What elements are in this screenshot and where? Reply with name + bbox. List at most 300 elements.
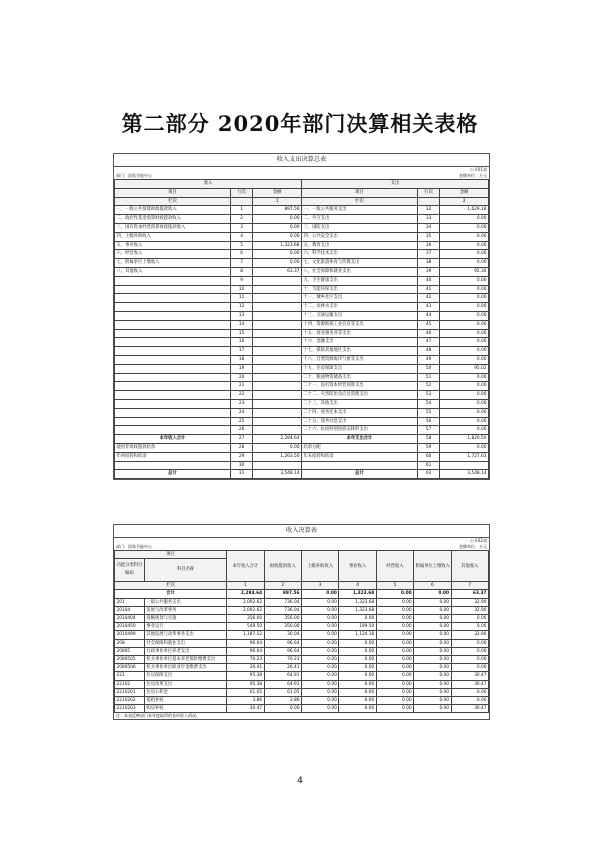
income-item: 七、附属单位上缴收入 (115, 259, 231, 268)
expense-item: 二十一、国有资本经营预算支出 (301, 382, 417, 391)
expense-row-no: 42 (417, 294, 439, 303)
table-row (115, 215, 489, 224)
table-row (115, 631, 489, 639)
blank-cell (230, 197, 252, 206)
subject-name: 其他发展与改革事务支出 (144, 631, 226, 639)
table-row (115, 347, 489, 356)
total-value: 0.00 (414, 590, 451, 598)
expense-row-no: 55 (417, 408, 439, 417)
expense-row-no: 36 (417, 241, 439, 250)
income-row-no: 19 (230, 364, 252, 373)
col-row: 行次 (230, 188, 252, 197)
expense-item: 二十五、债务付息支出 (301, 417, 417, 426)
subject-code: 2080505 (115, 656, 145, 664)
amount-cell: 0.00 (414, 697, 451, 705)
income-row-no: 13 (230, 311, 252, 320)
col-amount: 金额 (440, 188, 489, 197)
total-expense-row-no: 58 (417, 435, 439, 444)
income-item: 六、经营收入 (115, 250, 231, 259)
expense-amount: 0.00 (440, 417, 489, 426)
expense-amount (440, 461, 489, 470)
expense-amount: 0.00 (440, 320, 489, 329)
amount-cell: 549.50 (227, 623, 264, 631)
income-item (115, 311, 231, 320)
income-amount (253, 320, 302, 329)
total-value: 0.00 (376, 590, 413, 598)
subject-code: 2080506 (115, 664, 145, 672)
income-amount (253, 426, 302, 435)
expense-amount: 0.00 (440, 382, 489, 391)
table2-project-row (115, 551, 489, 559)
amount-cell: 0.00 (301, 647, 338, 655)
table-row (115, 647, 489, 655)
lanci-label: 栏次 (301, 197, 417, 206)
amount-cell: 0.00 (414, 647, 451, 655)
lanci-label: 栏次 (115, 582, 227, 590)
amount-cell: 0.00 (376, 606, 413, 614)
expense-item: 四、公共安全支出 (301, 232, 417, 241)
expense-row-no: 32 (417, 206, 439, 215)
table-row (115, 382, 489, 391)
expense-row-no: 57 (417, 426, 439, 435)
income-amount: 0.00 (253, 223, 302, 232)
amount-cell: 0.00 (451, 615, 488, 623)
table-row (115, 399, 489, 408)
table-row (115, 329, 489, 338)
subject-code: 2210201 (115, 688, 145, 696)
subject-name: 一般公共服务支出 (144, 598, 226, 606)
income-row-no: 1 (230, 206, 252, 215)
amount-cell: 0.00 (339, 639, 376, 647)
income-item: 四、上级补助收入 (115, 232, 231, 241)
amount-cell: 0.00 (451, 647, 488, 655)
table1-total-row (115, 435, 489, 444)
table-row (115, 672, 489, 680)
subject-code: 2210203 (115, 705, 145, 713)
income-item (115, 347, 231, 356)
income-header: 收入 (115, 180, 302, 189)
grand-income-amount: 3,548.14 (253, 470, 302, 479)
table2-note: 注：本表反映部门本年度取得的各项收入情况。 (116, 713, 200, 719)
expense-amount: 0.00 (440, 259, 489, 268)
subject-code: 221 (115, 672, 145, 680)
amount-cell: 3.86 (264, 697, 301, 705)
amount-cell: 96.64 (264, 647, 301, 655)
amount-cell: 0.00 (414, 664, 451, 672)
table-row (115, 426, 489, 435)
subject-code: 22102 (115, 680, 145, 688)
expense-amount: 0.00 (440, 399, 489, 408)
expense-row-no: 35 (417, 232, 439, 241)
amount-cell: 0.00 (451, 639, 488, 647)
table1-column-header (115, 188, 489, 197)
table2-form-code: 公开02表 (469, 538, 487, 543)
amount-cell: 0.00 (414, 705, 451, 713)
expense-amount: 1,727.63 (440, 452, 489, 461)
expense-amount: 0.00 (440, 276, 489, 285)
amount-cell: 0.00 (301, 688, 338, 696)
amount-cell: 1,124.18 (339, 631, 376, 639)
total-value: 0.00 (301, 590, 338, 598)
col-amount: 金额 (253, 188, 302, 197)
expense-item: 十六、金融支出 (301, 338, 417, 347)
subject-code: 2210202 (115, 697, 145, 705)
table-row (115, 276, 489, 285)
subject-code: 20805 (115, 647, 145, 655)
amount-cell: 32.90 (451, 631, 488, 639)
expense-item (301, 461, 417, 470)
income-amount (253, 461, 302, 470)
amount-cell: 0.00 (339, 664, 376, 672)
amount-cell: 0.00 (301, 656, 338, 664)
subject-code: 201 (115, 598, 145, 606)
table1-grand-total-row (115, 470, 489, 479)
income-amount: 1,323.68 (253, 241, 302, 250)
amount-cell: 96.64 (264, 639, 301, 647)
col-item: 项目 (301, 188, 417, 197)
col-name: 科目名称 (144, 559, 226, 582)
income-row-no: 11 (230, 294, 252, 303)
table2-title: 收入决算表 (114, 525, 489, 538)
table-row (115, 408, 489, 417)
expense-amount: 0.00 (440, 250, 489, 259)
income-amount (253, 382, 302, 391)
amount-cell: 30.04 (264, 631, 301, 639)
income-row-no: 20 (230, 373, 252, 382)
expense-row-no: 44 (417, 311, 439, 320)
income-amount (253, 417, 302, 426)
amount-cell: 0.00 (451, 656, 488, 664)
amount-cell: 70.23 (227, 656, 264, 664)
income-amount (253, 294, 302, 303)
expense-item: 八、社会保障和就业支出 (301, 267, 417, 276)
col-other-income: 其他收入 (451, 551, 488, 582)
income-amount: 0.00 (253, 443, 302, 452)
expense-item: 十二、农林水支出 (301, 303, 417, 312)
expense-item: 二十四、债务还本支出 (301, 408, 417, 417)
amount-cell: 356.00 (227, 615, 264, 623)
amount-cell: 0.00 (414, 598, 451, 606)
income-item (115, 320, 231, 329)
amount-cell: 0.00 (301, 631, 338, 639)
table-row (115, 338, 489, 347)
income-amount (253, 364, 302, 373)
expense-item: 十三、交通运输支出 (301, 311, 417, 320)
amount-cell: 0.00 (376, 664, 413, 672)
table-row (115, 697, 489, 705)
expense-amount: 0.00 (440, 338, 489, 347)
amount-cell: 70.23 (264, 656, 301, 664)
income-row-no: 8 (230, 267, 252, 276)
amount-cell: 199.50 (339, 623, 376, 631)
amount-cell: 0.00 (301, 615, 338, 623)
amount-cell: 0.00 (414, 631, 451, 639)
amount-cell: 30.47 (227, 705, 264, 713)
amount-cell: 0.00 (301, 672, 338, 680)
expense-amount: 0.00 (440, 223, 489, 232)
income-row-no: 10 (230, 285, 252, 294)
expense-item: 结余分配 (301, 443, 417, 452)
subject-code: 208 (115, 639, 145, 647)
amount-cell: 26.41 (264, 664, 301, 672)
subject-code: 20104 (115, 606, 145, 614)
expense-amount: 0.00 (440, 347, 489, 356)
income-item (115, 426, 231, 435)
income-item: 二、政府性基金预算财政拨款收入 (115, 215, 231, 224)
table-row (115, 241, 489, 250)
expense-row-no: 54 (417, 399, 439, 408)
amount-cell: 0.00 (301, 598, 338, 606)
expense-amount: 0.00 (440, 285, 489, 294)
subject-name: 社会保障和就业支出 (144, 639, 226, 647)
lanci-number: 1 (253, 197, 302, 206)
expense-item: 十四、资源勘探工业信息等支出 (301, 320, 417, 329)
income-amount (253, 338, 302, 347)
income-amount (253, 303, 302, 312)
table2-dept: 部门：国家节能中心 (116, 544, 152, 549)
income-amount: 897.56 (253, 206, 302, 215)
page-heading: 第二部分 2020年部门决算相关表格 (121, 111, 479, 136)
expense-row-no: 60 (417, 452, 439, 461)
expense-row-no: 45 (417, 320, 439, 329)
income-row-no: 23 (230, 399, 252, 408)
col-operate-income: 经营收入 (376, 551, 413, 582)
expense-amount: 0.00 (440, 391, 489, 400)
subject-name: 发展与改革事务 (144, 606, 226, 614)
amount-cell: 0.00 (301, 606, 338, 614)
income-row-no: 24 (230, 408, 252, 417)
lanci-label: 栏次 (115, 197, 231, 206)
income-item (115, 382, 231, 391)
subject-name: 行政事业单位养老支出 (144, 647, 226, 655)
income-item (115, 408, 231, 417)
table-row (115, 206, 489, 215)
expense-row-no: 59 (417, 443, 439, 452)
amount-cell: 0.00 (414, 606, 451, 614)
amount-cell: 0.00 (451, 688, 488, 696)
amount-cell: 0.00 (414, 623, 451, 631)
amount-cell: 0.00 (376, 656, 413, 664)
expense-amount: 95.30 (440, 267, 489, 276)
table-row (115, 680, 489, 688)
expense-row-no: 61 (417, 461, 439, 470)
table-row (115, 598, 489, 606)
income-amount (253, 285, 302, 294)
income-item (115, 417, 231, 426)
income-amount: 0.00 (253, 250, 302, 259)
amount-cell: 2,092.62 (227, 598, 264, 606)
blank-cell (417, 197, 439, 206)
amount-cell: 0.00 (301, 680, 338, 688)
amount-cell: 1,187.12 (227, 631, 264, 639)
expense-row-no: 53 (417, 391, 439, 400)
income-row-no: 17 (230, 347, 252, 356)
income-row-no: 2 (230, 215, 252, 224)
expense-item: 二十六、抗疫特别国债安排的支出 (301, 426, 417, 435)
table-row (115, 364, 489, 373)
table-row (115, 250, 489, 259)
amount-cell: 0.00 (414, 639, 451, 647)
expense-item: 三、国防支出 (301, 223, 417, 232)
amount-cell: 0.00 (339, 697, 376, 705)
expense-item: 十七、援助其他地区支出 (301, 347, 417, 356)
subject-name: 住房改革支出 (144, 680, 226, 688)
income-item: 年初结转和结余 (115, 452, 231, 461)
income-amount: 0.00 (253, 259, 302, 268)
amount-cell: 0.00 (339, 680, 376, 688)
amount-cell: 0.00 (376, 639, 413, 647)
expense-row-no: 48 (417, 347, 439, 356)
table-row (115, 223, 489, 232)
table2-unit: 金额单位：万元 (459, 544, 487, 549)
table-row (115, 639, 489, 647)
table-row (115, 373, 489, 382)
subject-name: 机关事业单位职业年金缴费支出 (144, 664, 226, 672)
amount-cell: 64.91 (264, 680, 301, 688)
expense-row-no: 33 (417, 215, 439, 224)
table-row (115, 259, 489, 268)
table-row (115, 452, 489, 461)
income-item (115, 294, 231, 303)
income-item (115, 338, 231, 347)
table2-total-row (115, 590, 489, 598)
expense-item: 二十二、灾害防治及应急管理支出 (301, 391, 417, 400)
table1-lanci-row (115, 197, 489, 206)
expense-row-no: 41 (417, 285, 439, 294)
lanci-number: 6 (414, 582, 451, 590)
table1-form-code: 公开01表 (469, 167, 487, 172)
expense-row-no: 51 (417, 373, 439, 382)
income-final-accounts-table (113, 524, 490, 720)
income-amount (253, 399, 302, 408)
amount-cell: 3.86 (227, 697, 264, 705)
expense-item: 九、卫生健康支出 (301, 276, 417, 285)
grand-income-label: 总计 (115, 470, 231, 479)
expense-item: 十五、商业服务业等支出 (301, 329, 417, 338)
expense-item: 十八、自然资源海洋气象等支出 (301, 355, 417, 364)
amount-cell: 0.00 (301, 639, 338, 647)
lanci-number: 4 (339, 582, 376, 590)
income-item: 使用非财政拨款结余 (115, 443, 231, 452)
table-row (115, 267, 489, 276)
amount-cell: 0.00 (414, 615, 451, 623)
income-row-no: 14 (230, 320, 252, 329)
amount-cell: 95.38 (227, 680, 264, 688)
expense-item: 七、文化旅游体育与传媒支出 (301, 259, 417, 268)
income-item (115, 399, 231, 408)
amount-cell: 0.00 (414, 688, 451, 696)
income-row-no: 9 (230, 276, 252, 285)
income-item (115, 276, 231, 285)
col-fiscal-income: 财政拨款收入 (264, 551, 301, 582)
income-row-no: 4 (230, 232, 252, 241)
table-row (115, 320, 489, 329)
amount-cell: 0.00 (376, 680, 413, 688)
amount-cell: 2,092.62 (227, 606, 264, 614)
income-amount (253, 355, 302, 364)
amount-cell: 0.00 (451, 623, 488, 631)
income-amount (253, 311, 302, 320)
income-item (115, 391, 231, 400)
table-row (115, 623, 489, 631)
amount-cell: 0.00 (414, 672, 451, 680)
table-row (115, 705, 489, 713)
income-amount: 63.37 (253, 267, 302, 276)
expense-item: 年末结转和结余 (301, 452, 417, 461)
lanci-number: 2 (440, 197, 489, 206)
expense-row-no: 49 (417, 355, 439, 364)
income-row-no: 29 (230, 452, 252, 461)
amount-cell: 64.91 (264, 672, 301, 680)
expense-row-no: 46 (417, 329, 439, 338)
expense-amount: 0.00 (440, 215, 489, 224)
income-row-no: 22 (230, 391, 252, 400)
income-amount: 1,263.50 (253, 452, 302, 461)
amount-cell: 30.47 (451, 705, 488, 713)
amount-cell: 0.00 (376, 672, 413, 680)
col-career-income: 事业收入 (339, 551, 376, 582)
amount-cell: 0.00 (301, 705, 338, 713)
amount-cell: 61.05 (227, 688, 264, 696)
amount-cell: 32.90 (451, 606, 488, 614)
table-row (115, 355, 489, 364)
amount-cell: 0.00 (339, 705, 376, 713)
table-row (115, 311, 489, 320)
amount-cell: 0.00 (376, 623, 413, 631)
amount-cell: 0.00 (451, 664, 488, 672)
col-project: 项目 (115, 551, 227, 559)
amount-cell: 32.90 (451, 598, 488, 606)
total-value: 63.37 (451, 590, 488, 598)
expense-item: 二十三、其他支出 (301, 399, 417, 408)
table-row (115, 461, 489, 470)
expense-row-no: 43 (417, 303, 439, 312)
expense-amount: 0.00 (440, 311, 489, 320)
page-number: 4 (297, 776, 303, 786)
table-row (115, 303, 489, 312)
amount-cell: 736.04 (264, 598, 301, 606)
table1-title: 收入支出决算总表 (114, 154, 489, 167)
amount-cell: 0.00 (301, 664, 338, 672)
expense-amount: 0.00 (440, 329, 489, 338)
expense-row-no: 34 (417, 223, 439, 232)
income-item (115, 355, 231, 364)
expense-item: 十一、城乡社区支出 (301, 294, 417, 303)
table-row (115, 656, 489, 664)
total-expense-label: 本年支出合计 (301, 435, 417, 444)
amount-cell: 26.41 (227, 664, 264, 672)
subject-code: 2010499 (115, 631, 145, 639)
income-item (115, 461, 231, 470)
expense-amount: 0.00 (440, 241, 489, 250)
amount-cell: 350.00 (264, 623, 301, 631)
table1-grid (114, 179, 489, 479)
expense-item: 十、节能环保支出 (301, 285, 417, 294)
table-row (115, 688, 489, 696)
expense-row-no: 39 (417, 267, 439, 276)
subject-name: 事业运行 (144, 623, 226, 631)
table-row (115, 417, 489, 426)
amount-cell: 0.00 (339, 656, 376, 664)
income-row-no: 21 (230, 382, 252, 391)
income-amount (253, 391, 302, 400)
table2-lanci-row (115, 582, 489, 590)
income-row-no: 3 (230, 223, 252, 232)
total-value: 897.56 (264, 590, 301, 598)
expense-item: 二十、粮油物资储备支出 (301, 373, 417, 382)
table-row (115, 391, 489, 400)
total-value: 1,323.68 (339, 590, 376, 598)
